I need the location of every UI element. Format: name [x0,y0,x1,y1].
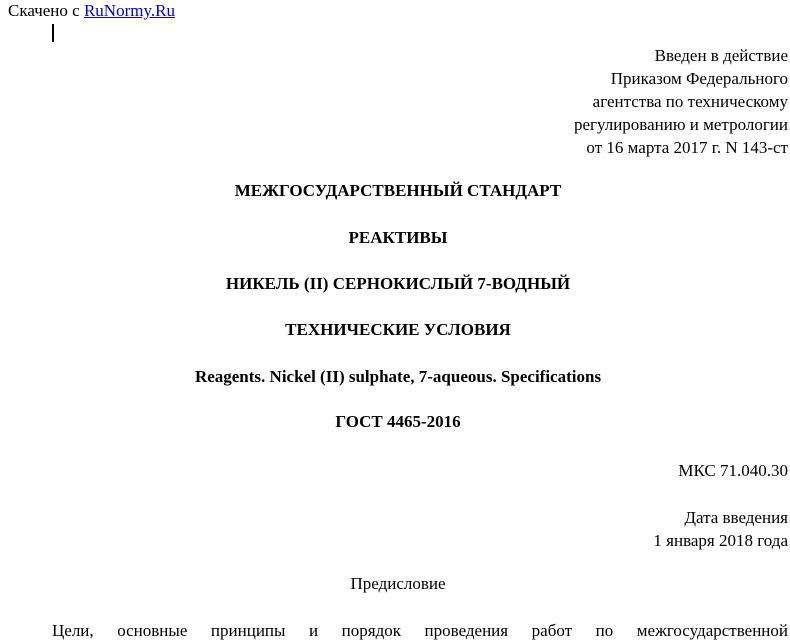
effective-date-block [653,506,788,552]
text-cursor [52,24,54,42]
enactment-line: Приказом Федерального [610,69,788,88]
enactment-line: от 16 марта 2017 г. N 143-ст [586,138,788,157]
preface-heading: Предисловие [350,574,446,593]
category-heading: РЕАКТИВЫ [348,228,448,247]
preface-paragraph: Цели, основные принципы и порядок проведения работ по межгосударственной [52,621,788,640]
doc-kind-heading: ТЕХНИЧЕСКИЕ УСЛОВИЯ [285,320,511,339]
enactment-line: агентства по техническому [592,92,788,111]
enactment-block [574,44,788,159]
source-prefix: Скачено с [8,1,80,20]
effective-date-label: Дата введения [684,508,788,527]
runormy-link[interactable]: RuNormy.Ru [83,1,175,20]
product-heading: НИКЕЛЬ (II) СЕРНОКИСЛЫЙ 7-ВОДНЫЙ [225,274,571,293]
standard-type-heading: МЕЖГОСУДАРСТВЕННЫЙ СТАНДАРТ [234,181,562,200]
effective-date-value: 1 января 2018 года [653,531,788,550]
enactment-line: Введен в действие [654,46,788,65]
gost-number: ГОСТ 4465-2016 [335,412,461,431]
english-title: Reagents. Nickel (II) sulphate, 7-aqueous. Specifications [194,367,602,386]
enactment-line: регулированию и метрологии [573,115,788,134]
mks-code: МКС 71.040.30 [678,461,788,480]
source-line [8,0,175,22]
